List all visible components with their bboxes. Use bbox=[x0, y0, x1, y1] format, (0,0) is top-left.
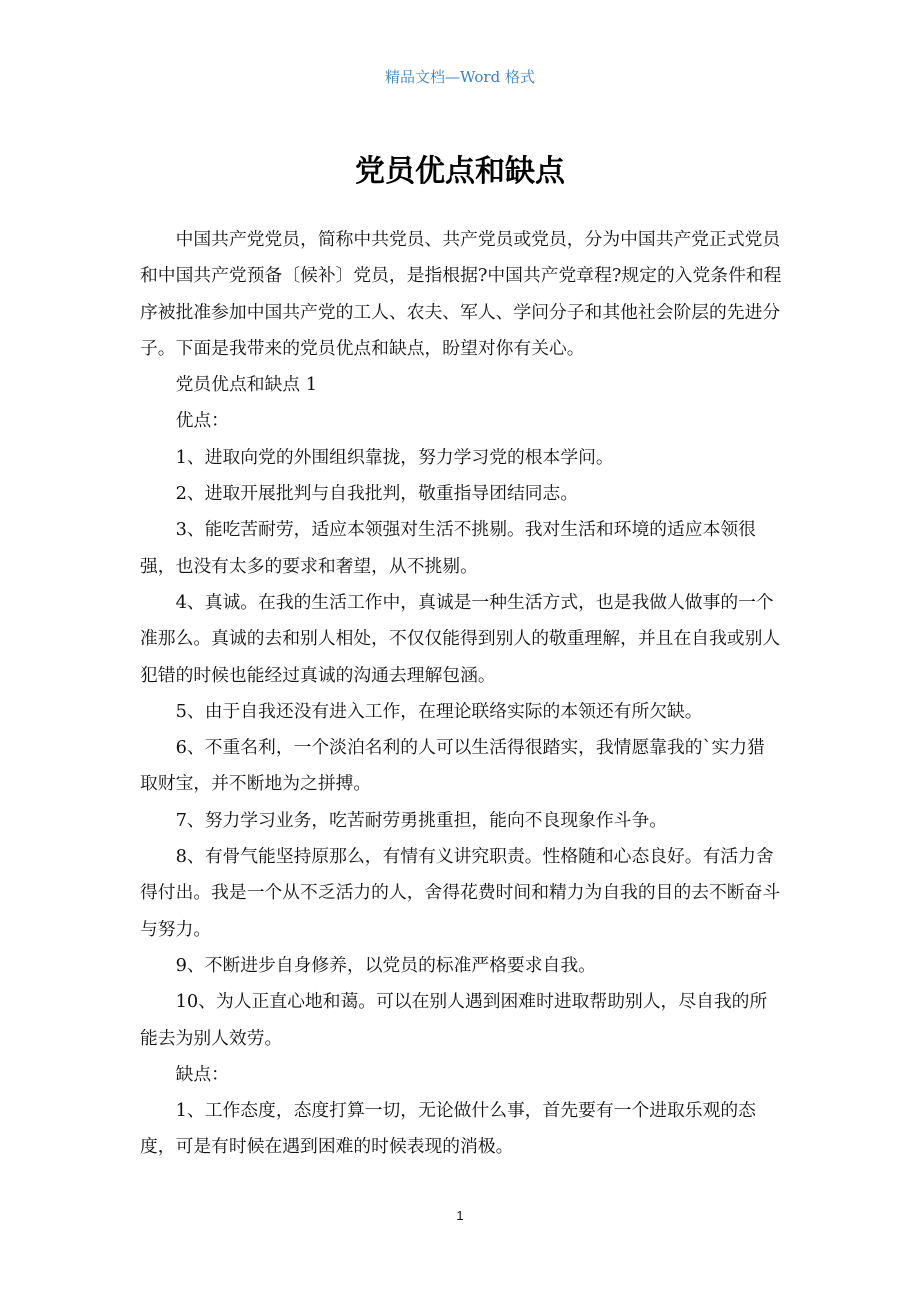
intro-paragraph: 中国共产党党员，简称中共党员、共产党员或党员，分为中国共产党正式党员和中国共产党预备〔候补〕党员，是指根据?中国共产党章程?规定的入党条件和程序被批准参加中国共产党的工人、农夫、军人、学问分子和其他社会阶层的先进分子。下面是我带来的党员优点和缺点，盼望对你有关心。 bbox=[140, 229, 782, 359]
list-item: 3、能吃苦耐劳，适应本领强对生活不挑剔。我对生活和环境的适应本领很强，也没有太多的要求和奢望，从不挑剔。 bbox=[140, 519, 756, 577]
list-item: 8、有骨气能坚持原那么，有情有义讲究职责。性格随和心态良好。有活力舍得付出。我是一个从不乏活力的人，舍得花费时间和精力为自我的目的去不断奋斗与努力。 bbox=[140, 846, 781, 940]
section-heading: 党员优点和缺点 1 bbox=[175, 374, 318, 396]
page-number: 1 bbox=[456, 1208, 464, 1223]
list-item: 5、由于自我还没有进入工作，在理论联络实际的本领还有所欠缺。 bbox=[175, 700, 703, 722]
strengths-label: 优点： bbox=[175, 410, 229, 432]
document-body bbox=[140, 222, 782, 1166]
list-item: 1、工作态度，态度打算一切，无论做什么事，首先要有一个进取乐观的态度，可是有时候在遇到困难的时候表现的消极。 bbox=[140, 1100, 756, 1158]
list-item: 6、不重名利，一个淡泊名利的人可以生活得很踏实，我情愿靠我的`实力猎取财宝，并不断地为之拼搏。 bbox=[140, 737, 765, 795]
list-item: 2、进取开展批判与自我批判，敬重指导团结同志。 bbox=[175, 483, 579, 505]
list-item: 7、努力学习业务，吃苦耐劳勇挑重担，能向不良现象作斗争。 bbox=[175, 809, 668, 831]
list-item: 10、为人正直心地和蔼。可以在别人遇到困难时进取帮助别人，尽自我的所能去为别人效劳。 bbox=[140, 991, 768, 1049]
list-item: 4、真诚。在我的生活工作中，真诚是一种生活方式，也是我做人做事的一个准那么。真诚的去和别人相处，不仅仅能得到别人的敬重理解，并且在自我或别人犯错的时候也能经过真诚的沟通去理解包涵。 bbox=[140, 591, 781, 686]
document-title: 党员优点和缺点 bbox=[355, 154, 565, 189]
weaknesses-label: 缺点： bbox=[175, 1063, 229, 1085]
page-header: 精品文档—Word 格式 bbox=[385, 68, 535, 86]
list-item: 9、不断进步自身修养，以党员的标准严格要求自我。 bbox=[175, 954, 596, 976]
list-item: 1、进取向党的外围组织靠拢，努力学习党的根本学问。 bbox=[175, 446, 614, 468]
